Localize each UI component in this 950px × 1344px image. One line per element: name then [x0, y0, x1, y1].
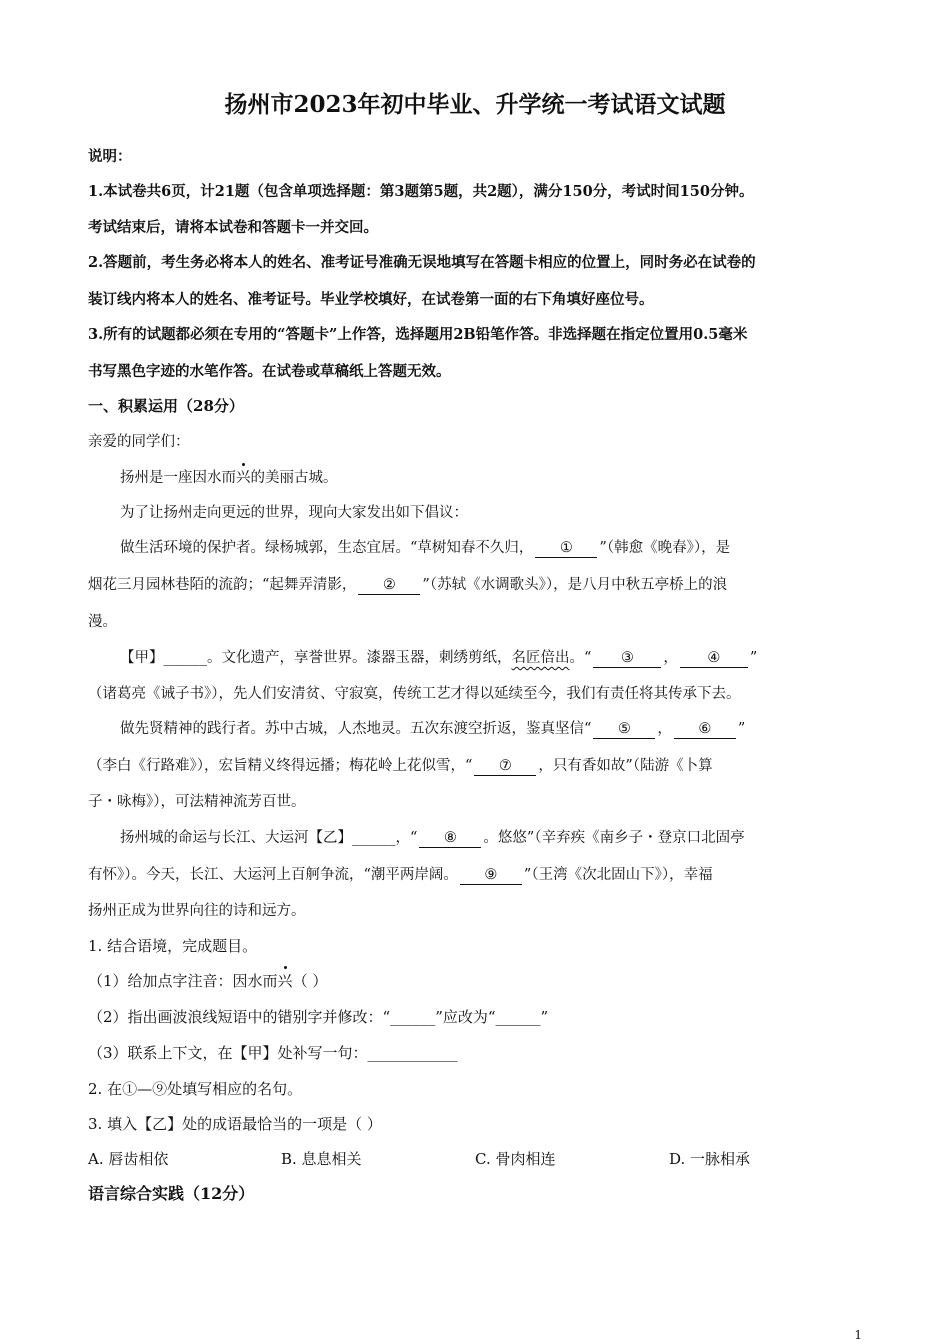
page-title: 扬州市2023年初中毕业、升学统一考试语文试题 — [224, 91, 726, 118]
option-b: B. 息息相关 — [281, 1150, 362, 1168]
passage-line-1 — [120, 467, 338, 489]
note-2-line-2: 装订线内将本人的姓名、准考证号。毕业学校填好，在试卷第一面的右下角填好座位号。 — [88, 291, 654, 308]
text-span: （ ） — [292, 972, 328, 990]
question-3: 3. 填入【乙】处的成语最恰当的一项是（ ） — [88, 1115, 382, 1133]
passage-line-3 — [120, 537, 730, 559]
note-3-line-1: 3.所有的试题都必须在专用的“答题卡”上作答，选择题用2B铅笔作答。非选择题在指定位置用0.5毫米 — [88, 326, 748, 343]
passage-line-8 — [120, 718, 745, 740]
blank-8: ⑧ — [419, 829, 481, 848]
note-2-line-1: 2.答题前，考生务必将本人的姓名、准考证号准确无误地填写在答题卡相应的位置上，同时务必在试卷的 — [88, 254, 756, 271]
text-span: 扬州城的命运与长江、大运河【乙】______，“ — [120, 830, 418, 846]
question-1-2: （2）指出画波浪线短语中的错别字并修改：“______”应改为“______” — [88, 1008, 549, 1026]
question-1: 1. 结合语境，完成题目。 — [88, 937, 258, 955]
passage-line-5: 漫。 — [88, 614, 117, 630]
passage-line-13: 扬州正成为世界向往的诗和远方。 — [88, 903, 306, 919]
page-number: 1 — [854, 1328, 862, 1342]
blank-5: ⑤ — [593, 720, 655, 739]
passage-line-9 — [88, 755, 713, 777]
text-span: ， — [657, 721, 672, 737]
text-span: 。“ — [569, 650, 592, 666]
passage-greeting: 亲爱的同学们： — [88, 434, 190, 450]
text-span: ”（韩愈《晚春》），是 — [599, 540, 731, 556]
passage-line-11 — [120, 827, 745, 849]
note-1-line-2: 考试结束后，请将本试卷和答题卡一并交回。 — [88, 219, 378, 236]
question-1-3: （3）联系上下文，在【甲】处补写一句：____________ — [88, 1044, 458, 1062]
section-heading-1: 一、积累运用（28分） — [88, 397, 244, 415]
passage-line-2: 为了让扬州走向更远的世界，现向大家发出如下倡议： — [120, 505, 468, 521]
blank-3: ③ — [593, 649, 661, 668]
text-span: 【甲】______。文化遗产，享誉世界。漆器玉器，刺绣剪纸， — [120, 650, 512, 666]
text-span: 做生活环境的保护者。绿杨城郭，生态宜居。“草树知春不久归， — [120, 540, 534, 556]
option-a: A. 唇齿相依 — [88, 1150, 169, 1168]
wavy-underlined-phrase: 名匠倍出 — [511, 650, 570, 666]
question-1-1 — [88, 970, 327, 992]
dotted-character: 兴 — [236, 467, 251, 489]
text-span: ”（苏轼《水调歌头》），是八月中秋五亭桥上的浪 — [422, 577, 728, 593]
text-span: ” — [749, 650, 758, 666]
blank-1: ① — [535, 539, 597, 558]
text-span: ” — [737, 721, 746, 737]
passage-line-12 — [88, 864, 713, 886]
blank-9: ⑨ — [460, 866, 522, 885]
text-span: 的美丽古城。 — [250, 470, 338, 486]
note-3-line-2: 书写黑色字迹的水笔作答。在试卷或草稿纸上答题无效。 — [88, 363, 451, 380]
passage-line-4 — [88, 574, 727, 596]
passage-line-7: （诸葛亮《诫子书》），先人们安清贫、守寂寞，传统工艺才得以延续至今，我们有责任将其传承下去。 — [88, 686, 741, 702]
text-span: 。悠悠”（辛弃疾《南乡子・登京口北固亭 — [483, 830, 745, 846]
notes-heading: 说明： — [88, 148, 132, 165]
blank-6: ⑥ — [674, 720, 736, 739]
text-span: 烟花三月园林巷陌的流韵；“起舞弄清影， — [88, 577, 357, 593]
note-1-line-1: 1.本试卷共6页，计21题（包含单项选择题：第3题第5题，共2题），满分150分，考试时间150分钟。 — [88, 183, 754, 200]
question-2: 2. 在①—⑨处填写相应的名句。 — [88, 1080, 303, 1098]
dotted-character: 兴 — [277, 972, 293, 990]
option-d: D. 一脉相承 — [669, 1150, 751, 1168]
text-span: ， — [663, 650, 678, 666]
text-span: ，只有香如故”（陆游《卜算 — [538, 758, 713, 774]
option-c: C. 骨肉相连 — [475, 1150, 556, 1168]
text-span: 扬州是一座因水而 — [120, 470, 236, 486]
text-span: 有怀》）。今天，长江、大运河上百舸争流，“潮平两岸阔。 — [88, 867, 458, 883]
text-span: （1）给加点字注音：因水而 — [88, 972, 278, 990]
section-heading-2: 语言综合实践（12分） — [88, 1184, 255, 1203]
blank-7: ⑦ — [474, 757, 536, 776]
text-span: （李白《行路难》），宏旨精义终得远播；梅花岭上花似雪，“ — [88, 758, 473, 774]
passage-line-6 — [120, 647, 757, 669]
passage-line-10: 子・咏梅》），可法精神流芳百世。 — [88, 794, 306, 810]
blank-2: ② — [358, 576, 420, 595]
blank-4: ④ — [680, 649, 748, 668]
text-span: ”（王湾《次北固山下》），幸福 — [523, 867, 713, 883]
text-span: 做先贤精神的践行者。苏中古城，人杰地灵。五次东渡空折返，鉴真坚信“ — [120, 721, 592, 737]
